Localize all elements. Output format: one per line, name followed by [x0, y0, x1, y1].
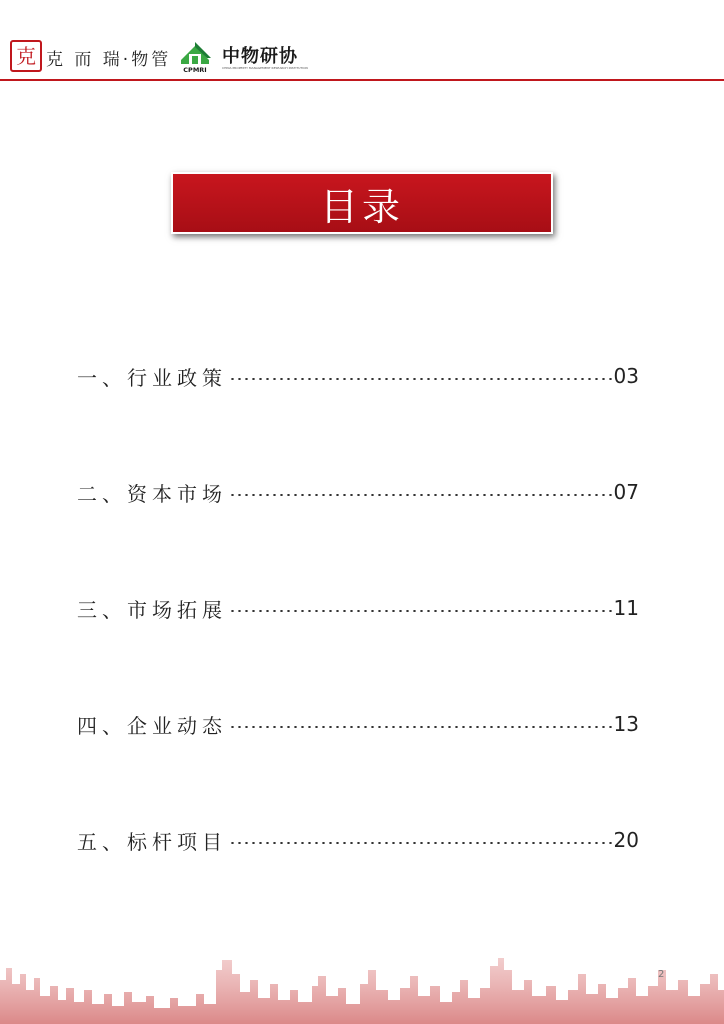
header-divider: [0, 79, 724, 81]
toc-item-page: 20: [613, 828, 639, 852]
toc-item-label: 五、标杆项目: [77, 829, 227, 854]
cpmri-subtitle: CHINA PROPERTY MANAGEMENT RESEARCH INSTITUTION: [222, 66, 308, 70]
toc-dot-leader: [229, 610, 612, 612]
toc-title-banner: [171, 172, 553, 234]
toc-item-label: 一、行业政策: [77, 365, 227, 390]
toc-item-label: 四、企业动态: [77, 713, 227, 738]
toc-item[interactable]: [77, 360, 639, 392]
toc-item-page: 07: [613, 480, 639, 504]
cpmri-logo-icon: [177, 40, 213, 74]
toc-dot-leader: [229, 378, 612, 380]
toc-item-page: 11: [613, 596, 639, 620]
toc-dot-leader: [229, 494, 612, 496]
page-title: 目录: [319, 184, 404, 229]
page-header: [0, 0, 724, 80]
toc-item[interactable]: [77, 824, 639, 856]
toc-item-page: 13: [613, 712, 639, 736]
toc-item[interactable]: [77, 592, 639, 624]
cpmri-brand-name: 中物研协: [222, 46, 298, 67]
page-number: 2: [658, 969, 665, 980]
toc-item-label: 三、市场拓展: [77, 597, 227, 622]
toc-dot-leader: [229, 726, 612, 728]
city-skyline-decoration: [0, 940, 724, 1024]
toc-item[interactable]: [77, 708, 639, 740]
cpmri-mark-text: CPMRI: [183, 66, 207, 74]
toc-dot-leader: [229, 842, 612, 844]
toc-item-label: 二、资本市场: [77, 481, 227, 506]
kerui-seal-logo: 克: [10, 40, 42, 72]
toc-item-page: 03: [613, 364, 639, 388]
kerui-brand-name: 克 而 瑞·物管: [46, 50, 172, 70]
toc-item[interactable]: [77, 476, 639, 508]
